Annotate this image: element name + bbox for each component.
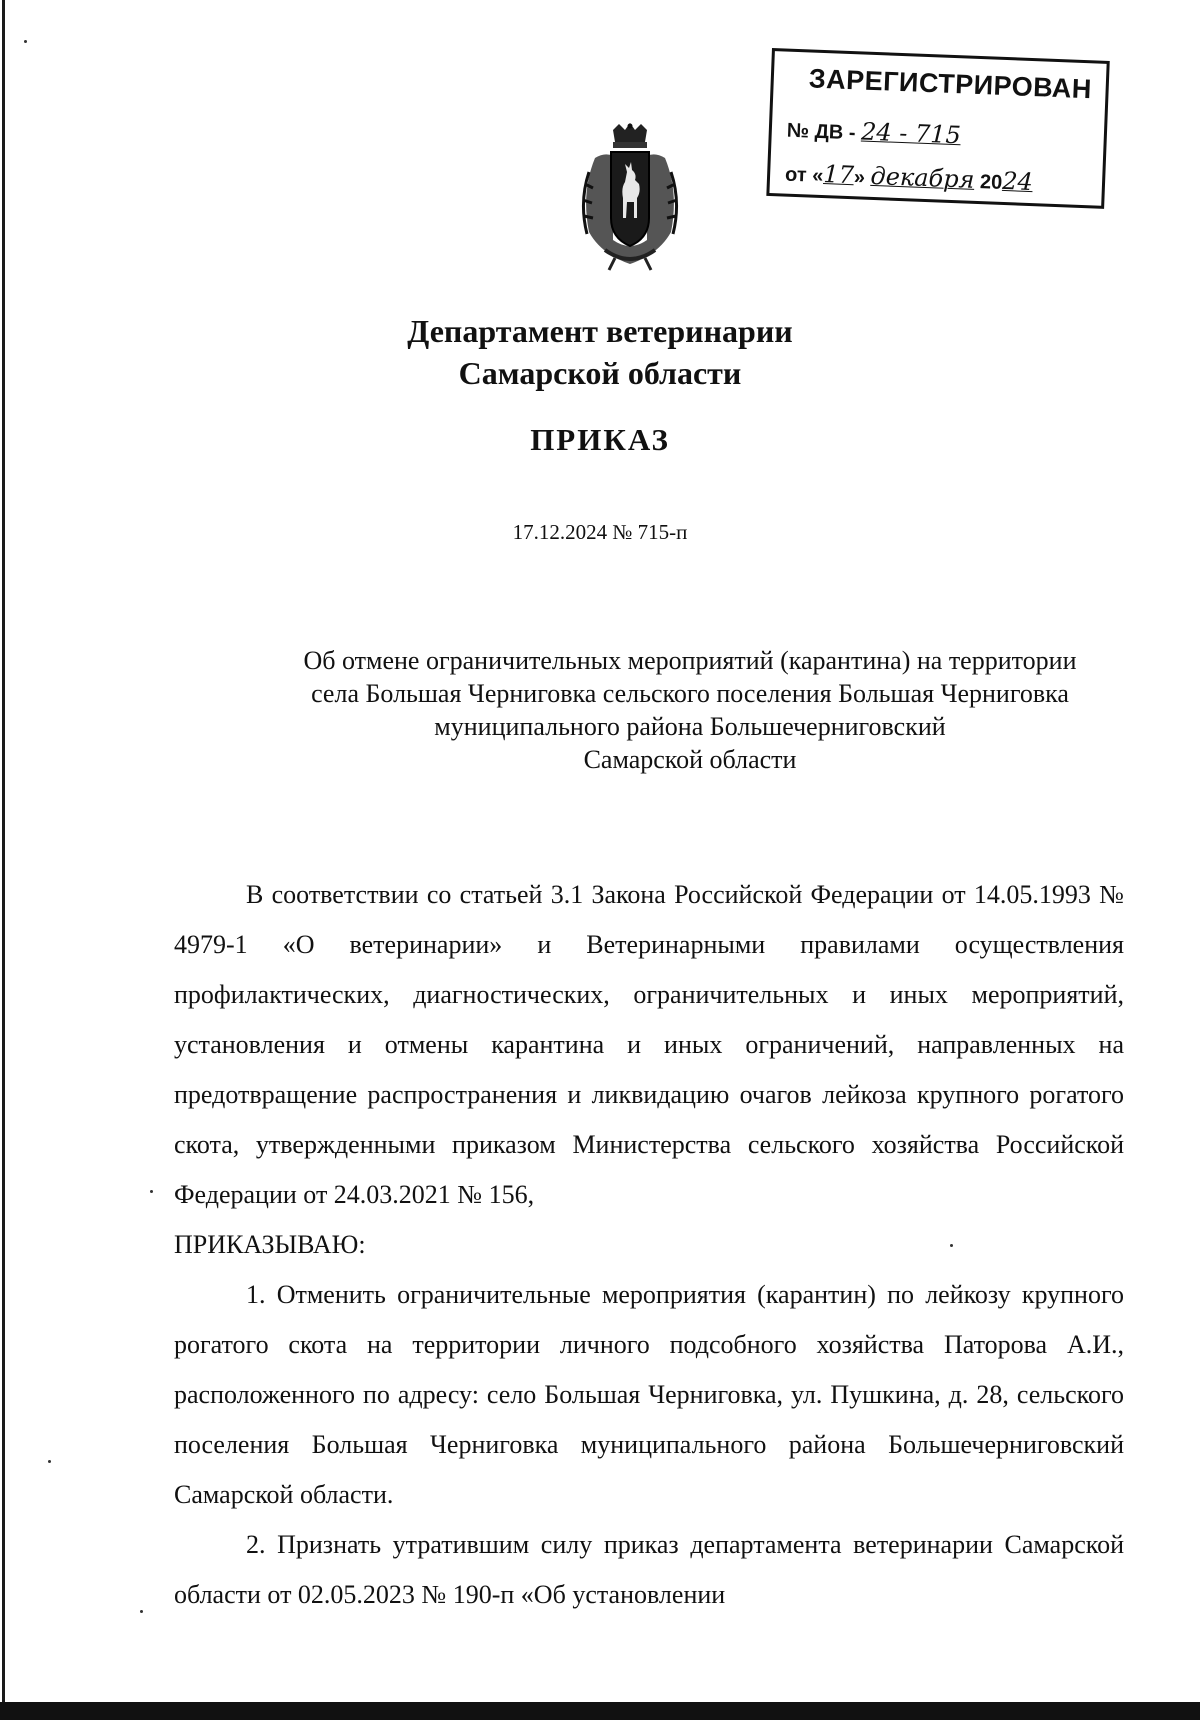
organization-name [0, 310, 1200, 394]
subject-line-4: Самарской области [583, 745, 797, 774]
scan-speck [150, 1190, 153, 1193]
body-order-word: ПРИКАЗЫВАЮ: [174, 1230, 366, 1259]
scan-speck [48, 1460, 51, 1463]
stamp-number-handwritten: 24 - 715 [860, 117, 962, 150]
body-item-1: 1. Отменить ограничительные мероприятия (карантин) по лейкозу крупного рогатого скота на территории личного подсобного хозяйства Паторова А.И., расположенного по адресу: село Большая Черниговка, ул. Пушкина, д. 28, сельского поселения Большая Черниговка муниципального района Большечерниговский Самарской области. [174, 1280, 1124, 1509]
scan-edge-bottom [0, 1702, 1200, 1720]
document-subject [240, 644, 1140, 776]
subject-line-1: Об отмене ограничительных мероприятий (карантина) на территории [303, 646, 1077, 675]
stamp-date-day: 17 [822, 160, 855, 190]
samara-coat-of-arms-icon [575, 122, 685, 272]
subject-line-2: села Большая Черниговка сельского поселения Большая Черниговка [311, 679, 1069, 708]
stamp-date-prefix: от « [784, 163, 824, 188]
organization-line-1: Департамент ветеринарии [407, 313, 793, 349]
scan-speck [24, 40, 27, 43]
stamp-date-month: декабря [870, 161, 976, 194]
subject-line-3: муниципального района Большечерниговский [434, 712, 946, 741]
document-type: ПРИКАЗ [530, 422, 670, 457]
stamp-number-prefix: № ДВ - [786, 119, 856, 145]
organization-line-2: Самарской области [458, 355, 742, 391]
stamp-date-year: 24 [1001, 166, 1034, 197]
document-body [174, 870, 1124, 1620]
body-item-2: 2. Признать утратившим силу приказ департамента ветеринарии Самарской области от 02.05.2023 № 190-п «Об установлении [174, 1530, 1124, 1609]
document-date-number: 17.12.2024 № 715-п [512, 520, 688, 544]
stamp-date-mid: » [853, 166, 866, 189]
scan-edge-left [2, 0, 5, 1720]
stamp-title: ЗАРЕГИСТРИРОВАН [808, 63, 1093, 105]
body-preamble: В соответствии со статьей 3.1 Закона Российской Федерации от 14.05.1993 № 4979-1 «О ветеринарии» и Ветеринарными правилами осуществления профилактических, диагностических, ограничительных и иных мероприятий, установления и отмены карантина и иных ограничений, направленных на предотвращение распространения и ликвидацию очагов лейкоза крупного рогатого скота, утвержденными приказом Министерства сельского хозяйства Российской Федерации от 24.03.2021 № 156, [174, 880, 1124, 1209]
registration-stamp [766, 48, 1112, 211]
scan-speck [140, 1610, 143, 1613]
stamp-date-year-prefix: 20 [979, 171, 1003, 194]
